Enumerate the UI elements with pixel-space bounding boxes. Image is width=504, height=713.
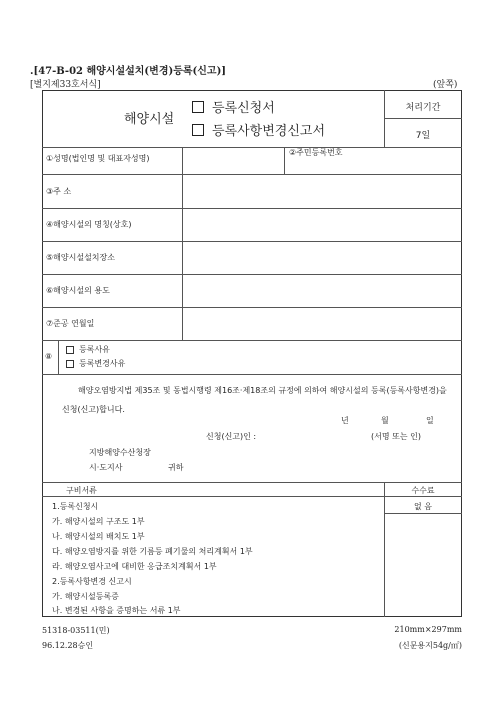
divider bbox=[42, 340, 462, 341]
divider bbox=[384, 513, 462, 514]
document-item: 2.등록사항변경 신고시 bbox=[52, 577, 132, 586]
form-number: 51318-03511(민) bbox=[42, 626, 110, 635]
date-month-label: 월 bbox=[381, 416, 389, 425]
document-item: 1.등록신청시 bbox=[52, 502, 99, 511]
divider bbox=[42, 496, 462, 497]
documents-header: 구비서류 bbox=[66, 486, 97, 495]
date-year-field[interactable] bbox=[360, 413, 378, 425]
checkbox-reason-registration[interactable] bbox=[66, 346, 74, 354]
document-item: 가. 해양시설의 구조도 1부 bbox=[52, 517, 145, 526]
divider bbox=[42, 374, 462, 375]
recipient-governor: 시·도지사 bbox=[89, 463, 123, 472]
address-field[interactable] bbox=[183, 175, 461, 207]
divider bbox=[42, 482, 462, 483]
date-month-field[interactable] bbox=[398, 413, 416, 425]
document-item: 가. 해양시설등록증 bbox=[52, 592, 119, 601]
date-year-label: 년 bbox=[341, 416, 349, 425]
fee-header: 수수료 bbox=[411, 486, 435, 495]
facility-use-label: ⑥해양시설의 용도 bbox=[46, 286, 110, 295]
divider bbox=[384, 118, 462, 119]
paper-size: 210mm×297mm bbox=[394, 625, 462, 634]
option-change-label: 등록사항변경신고서 bbox=[212, 124, 326, 139]
reason-change[interactable] bbox=[66, 358, 125, 369]
name-field[interactable] bbox=[182, 148, 283, 173]
date-day-label: 일 bbox=[426, 416, 434, 425]
completion-date-label: ⑦준공 연월일 bbox=[46, 319, 95, 328]
processing-period-label: 처리기간 bbox=[405, 103, 441, 113]
address-label: ③주 소 bbox=[46, 187, 72, 196]
checkbox-registration[interactable] bbox=[192, 101, 204, 113]
facility-title: 해양시설 bbox=[124, 112, 175, 127]
form-reference: [별지제33호서식] bbox=[30, 80, 101, 90]
facility-name-field[interactable] bbox=[183, 209, 461, 240]
divider bbox=[58, 340, 59, 374]
form-code: .[47-B-02 해양시설설치(변경)등록(신고)] bbox=[30, 66, 227, 77]
option-registration-label: 등록신청서 bbox=[212, 101, 275, 116]
reason-number: ⑧ bbox=[45, 352, 53, 361]
reason-registration-label: 등록사유 bbox=[79, 345, 110, 354]
checkbox-change[interactable] bbox=[192, 124, 204, 136]
processing-period-value: 7일 bbox=[415, 131, 431, 141]
page-side-label: (앞쪽) bbox=[433, 80, 458, 90]
recipient-suffix: 귀하 bbox=[168, 463, 184, 472]
option-change[interactable] bbox=[192, 120, 325, 139]
fee-value: 없 음 bbox=[414, 502, 432, 511]
document-item: 나. 변경된 사항을 증명하는 서류 1부 bbox=[52, 606, 181, 615]
approval-date: 96.12.28승인 bbox=[42, 641, 94, 650]
option-registration[interactable] bbox=[192, 97, 275, 116]
facility-use-field[interactable] bbox=[183, 275, 461, 306]
applicant-label: 신청(신고)인 : bbox=[206, 432, 257, 441]
recipient-office: 지방해양수산청장 bbox=[89, 448, 151, 457]
name-label: ①성명(법인명 및 대표자성명) bbox=[46, 154, 150, 163]
sign-note: (서명 또는 인) bbox=[371, 432, 421, 441]
resident-number-field[interactable] bbox=[352, 148, 461, 173]
document-item: 다. 해양오염방지를 위한 기름등 폐기물의 처리계획서 1부 bbox=[52, 547, 253, 556]
paper-type: (신문용지54g/㎡) bbox=[398, 641, 462, 650]
install-place-label: ⑤해양시설설치장소 bbox=[46, 253, 115, 262]
applicant-field[interactable] bbox=[268, 429, 364, 442]
completion-date-field[interactable] bbox=[183, 308, 461, 339]
document-item: 라. 해양오염사고에 대비한 응급조치계획서 1부 bbox=[52, 562, 217, 571]
checkbox-reason-change[interactable] bbox=[66, 360, 74, 368]
reason-registration[interactable] bbox=[66, 344, 110, 355]
statement-text: 해양오염방지법 제35조 및 동법시행령 제16조·제18조의 규정에 의하여 해양시설의 등록(등록사항변경)을 신청(신고)합니다. bbox=[62, 386, 447, 414]
document-item: 나. 해양시설의 배치도 1부 bbox=[52, 532, 145, 541]
facility-name-label: ④해양시설의 명칭(상호) bbox=[46, 220, 132, 229]
reason-change-label: 등록변경사유 bbox=[79, 359, 126, 368]
resident-number-label: ②주민등록번호 bbox=[289, 148, 343, 157]
install-place-field[interactable] bbox=[183, 242, 461, 273]
divider bbox=[284, 147, 285, 174]
